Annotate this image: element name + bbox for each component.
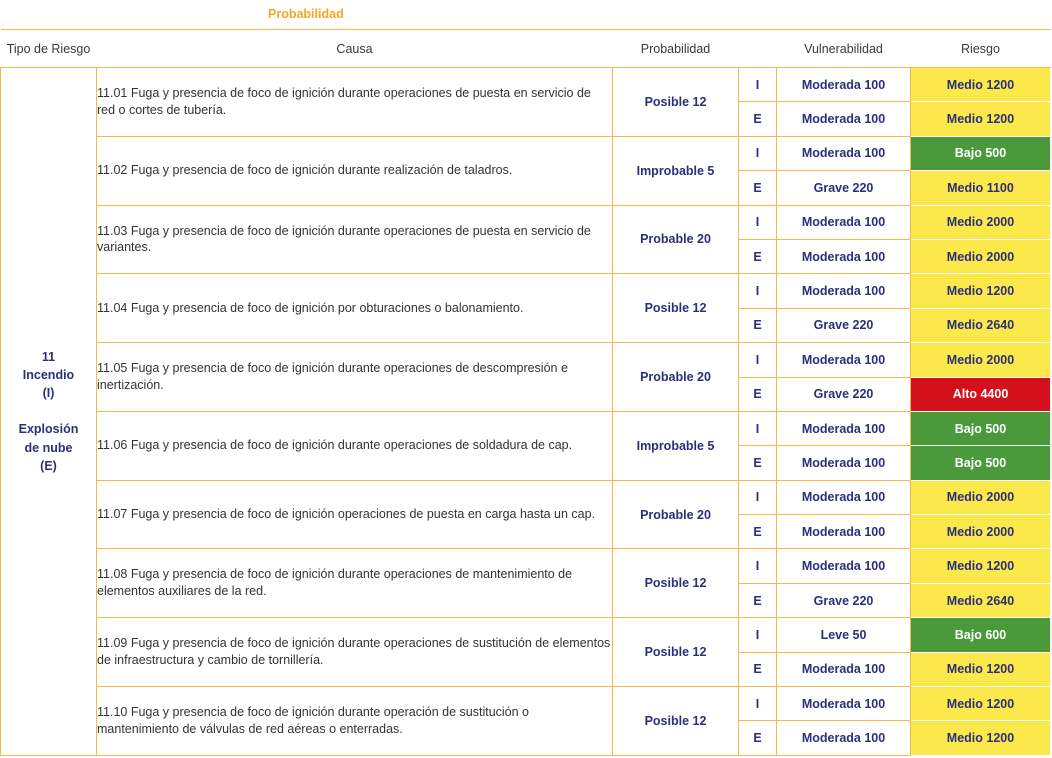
risk-badge: Bajo 500: [911, 411, 1051, 445]
header-ie: [739, 30, 777, 68]
vulnerability-cell: Leve 50: [777, 618, 911, 652]
risk-badge: Medio 1200: [911, 652, 1051, 686]
probability-cell: Probable 20: [613, 343, 739, 412]
ie-label-i: I: [739, 68, 777, 102]
cause-cell: 11.04 Fuga y presencia de foco de ignición por obturaciones o balonamiento.: [97, 274, 613, 343]
ie-label-i: I: [739, 205, 777, 239]
vulnerability-cell: Moderada 100: [777, 205, 911, 239]
vulnerability-cell: Moderada 100: [777, 446, 911, 480]
table-row: [1, 549, 1051, 583]
cause-cell: 11.07 Fuga y presencia de foco de ignición operaciones de puesta en carga hasta un cap.: [97, 480, 613, 549]
vulnerability-cell: Moderada 100: [777, 102, 911, 136]
table-row: [1, 618, 1051, 652]
ie-label-i: I: [739, 136, 777, 170]
vulnerability-cell: Grave 220: [777, 171, 911, 205]
header-vulnerabilidad: Vulnerabilidad: [777, 30, 911, 68]
ie-label-i: I: [739, 687, 777, 721]
risk-type-line5: (E): [40, 458, 57, 473]
cause-cell: 11.09 Fuga y presencia de foco de ignición durante operaciones de sustitución de elementos de infraestructura y cambio de tornillería.: [97, 618, 613, 687]
risk-badge: Medio 2000: [911, 239, 1051, 273]
risk-type-cell: [1, 68, 97, 756]
ie-label-e: E: [739, 239, 777, 273]
risk-badge: Medio 2000: [911, 515, 1051, 549]
probability-cell: Posible 12: [613, 549, 739, 618]
ie-label-i: I: [739, 411, 777, 445]
probability-cell: Probable 20: [613, 480, 739, 549]
risk-badge: Medio 2000: [911, 480, 1051, 514]
probability-cell: Improbable 5: [613, 411, 739, 480]
cause-cell: 11.10 Fuga y presencia de foco de ignición durante operación de sustitución o mantenimiento de válvulas de red aéreas o enterradas.: [97, 687, 613, 756]
risk-table: [0, 29, 1051, 756]
risk-badge: Medio 1200: [911, 687, 1051, 721]
risk-badge: Medio 1200: [911, 68, 1051, 102]
ie-label-i: I: [739, 549, 777, 583]
ie-label-e: E: [739, 377, 777, 411]
risk-badge: Bajo 500: [911, 136, 1051, 170]
table-row: [1, 343, 1051, 377]
vulnerability-cell: Grave 220: [777, 308, 911, 342]
ie-label-i: I: [739, 618, 777, 652]
ie-label-e: E: [739, 308, 777, 342]
probability-cell: Posible 12: [613, 68, 739, 137]
risk-type-line3: Explosión: [18, 422, 79, 437]
risk-badge: Medio 1200: [911, 721, 1051, 755]
risk-type-line4: de nube: [24, 440, 73, 455]
table-body: [1, 68, 1051, 756]
risk-badge: Bajo 500: [911, 446, 1051, 480]
risk-badge: Medio 2000: [911, 205, 1051, 239]
header-row: [1, 30, 1051, 68]
table-row: [1, 205, 1051, 239]
risk-badge: Medio 2640: [911, 583, 1051, 617]
ie-label-e: E: [739, 446, 777, 480]
risk-type-line1: Incendio: [22, 368, 75, 383]
ie-label-e: E: [739, 102, 777, 136]
table-row: [1, 274, 1051, 308]
vulnerability-cell: Grave 220: [777, 377, 911, 411]
vulnerability-cell: Moderada 100: [777, 136, 911, 170]
section-title: Probabilidad: [268, 7, 344, 21]
probability-cell: Posible 12: [613, 618, 739, 687]
vulnerability-cell: Moderada 100: [777, 239, 911, 273]
ie-label-e: E: [739, 652, 777, 686]
ie-label-e: E: [739, 171, 777, 205]
cause-cell: 11.06 Fuga y presencia de foco de ignición durante operaciones de soldadura de cap.: [97, 411, 613, 480]
cause-cell: 11.01 Fuga y presencia de foco de ignición durante operaciones de puesta en servicio de red o cortes de tubería.: [97, 68, 613, 137]
spacer: [1, 402, 96, 420]
risk-badge: Medio 1100: [911, 171, 1051, 205]
risk-badge: Medio 2000: [911, 343, 1051, 377]
table-row: [1, 136, 1051, 170]
header-causa: Causa: [97, 30, 613, 68]
risk-badge: Medio 1200: [911, 549, 1051, 583]
header-tipo: Tipo de Riesgo: [1, 30, 97, 68]
vulnerability-cell: Moderada 100: [777, 549, 911, 583]
risk-type-code: 11: [41, 350, 56, 365]
ie-label-i: I: [739, 274, 777, 308]
risk-badge: Bajo 600: [911, 618, 1051, 652]
probability-cell: Posible 12: [613, 687, 739, 756]
table-row: [1, 411, 1051, 445]
header-probabilidad: Probabilidad: [613, 30, 739, 68]
ie-label-e: E: [739, 583, 777, 617]
vulnerability-cell: Moderada 100: [777, 411, 911, 445]
vulnerability-cell: Moderada 100: [777, 480, 911, 514]
vulnerability-cell: Moderada 100: [777, 652, 911, 686]
probability-cell: Posible 12: [613, 274, 739, 343]
probability-cell: Probable 20: [613, 205, 739, 274]
cause-cell: 11.02 Fuga y presencia de foco de ignición durante realización de taladros.: [97, 136, 613, 205]
vulnerability-cell: Grave 220: [777, 583, 911, 617]
risk-badge: Alto 4400: [911, 377, 1051, 411]
cause-cell: 11.05 Fuga y presencia de foco de ignición durante operaciones de descompresión e inertización.: [97, 343, 613, 412]
risk-type-line2: (I): [42, 386, 55, 401]
vulnerability-cell: Moderada 100: [777, 515, 911, 549]
risk-badge: Medio 1200: [911, 102, 1051, 136]
vulnerability-cell: Moderada 100: [777, 274, 911, 308]
risk-badge: Medio 2640: [911, 308, 1051, 342]
cause-cell: 11.03 Fuga y presencia de foco de ignición durante operaciones de puesta en servicio de variantes.: [97, 205, 613, 274]
vulnerability-cell: Moderada 100: [777, 721, 911, 755]
vulnerability-cell: Moderada 100: [777, 68, 911, 102]
header-riesgo: Riesgo: [911, 30, 1051, 68]
table-row: [1, 687, 1051, 721]
ie-label-i: I: [739, 343, 777, 377]
table-row: [1, 68, 1051, 102]
probability-cell: Improbable 5: [613, 136, 739, 205]
table-row: [1, 480, 1051, 514]
ie-label-e: E: [739, 721, 777, 755]
vulnerability-cell: Moderada 100: [777, 687, 911, 721]
ie-label-e: E: [739, 515, 777, 549]
ie-label-i: I: [739, 480, 777, 514]
risk-badge: Medio 1200: [911, 274, 1051, 308]
vulnerability-cell: Moderada 100: [777, 343, 911, 377]
cause-cell: 11.08 Fuga y presencia de foco de ignición durante operaciones de mantenimiento de elementos auxiliares de la red.: [97, 549, 613, 618]
